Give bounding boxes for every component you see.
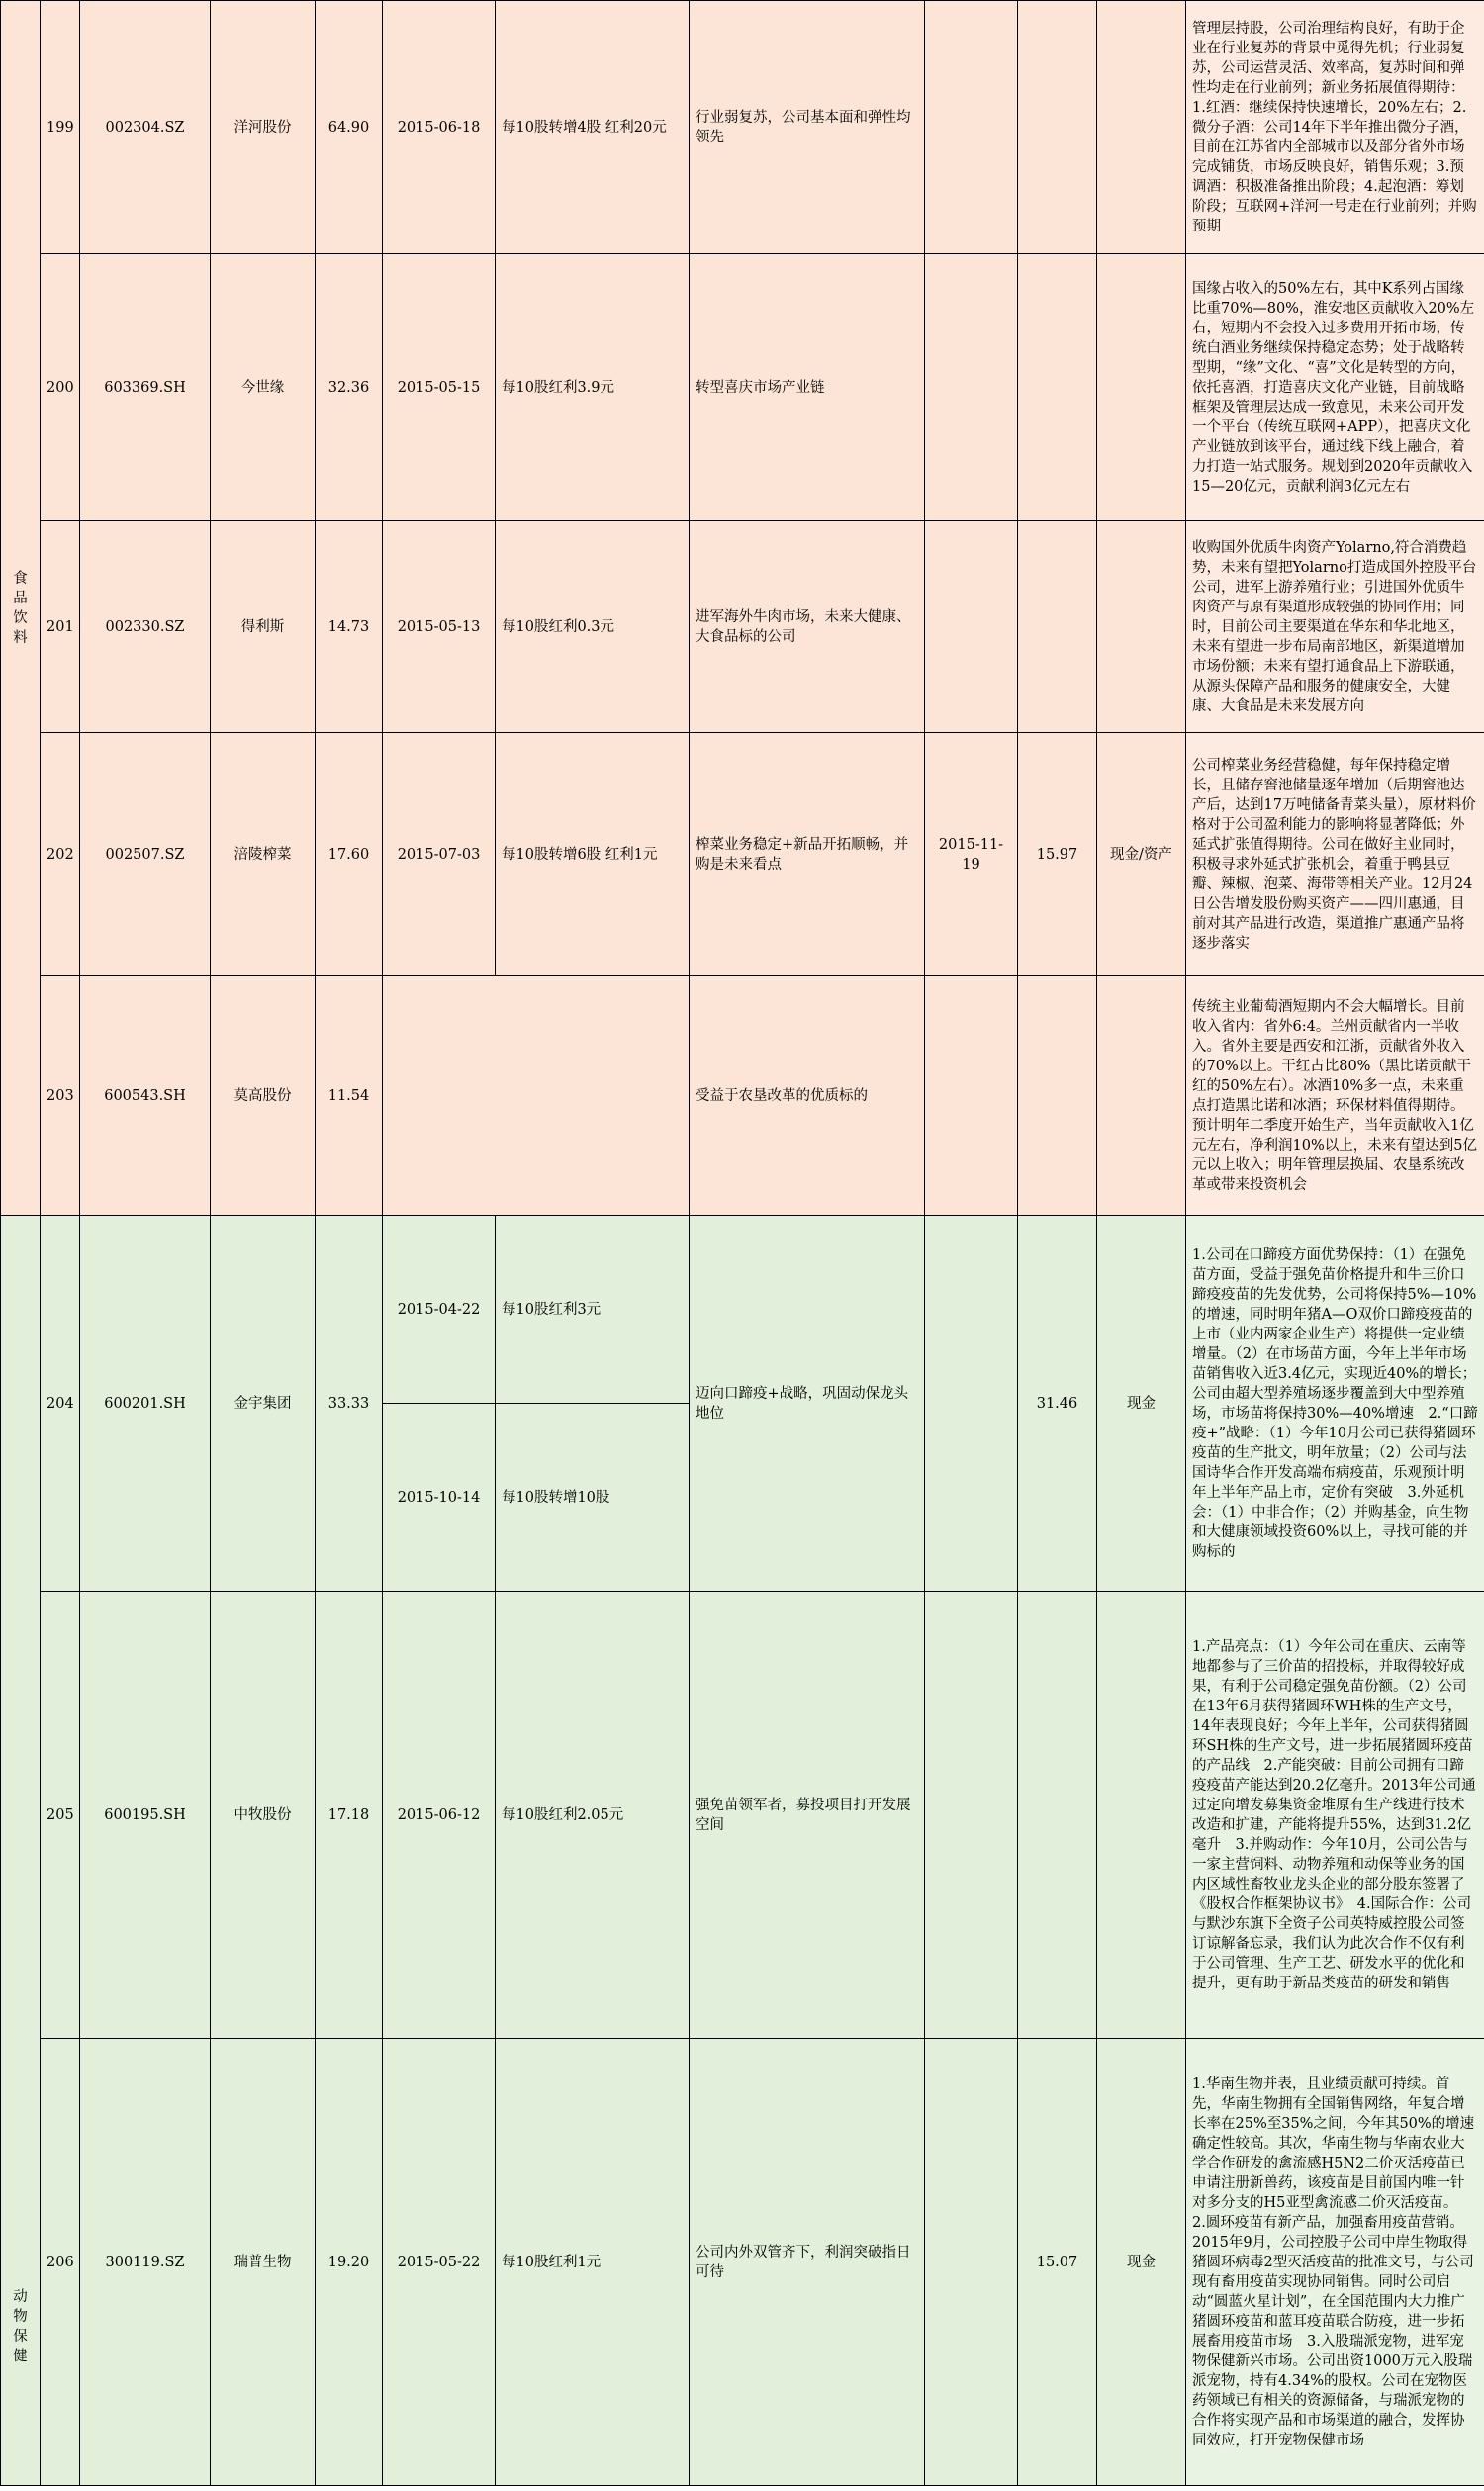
sector-label-char: 料 (13, 629, 28, 646)
placement-date (925, 1216, 1018, 1592)
investment-reason: 进军海外牛肉市场，未来大健康、大食品标的公司 (690, 521, 925, 733)
table-row (1, 1, 1484, 254)
table-row (1, 2039, 1484, 2486)
dividend-plan: 每10股转增10股 (496, 1404, 690, 1592)
company-description: 1.产品亮点：（1）今年公司在重庆、云南等地都参与了三价苗的招投标，并取得较好成果，有利于公司稳定强免苗份额。（2）公司在13年6月获得猪圆环WH株的生产文号，14年表现良好；今年上半年，公司获得猪圆环SH株的生产文号，进一步拓展猪圆环疫苗的产品线 2.产能突破：目前公司拥有口蹄疫疫苗产能达到20.2亿毫升。2013年公司通过定向增发募集资金堆原有生产线进行技术改造和扩建，产能将提升55%，达到31.2亿毫升 3.并购动作：今年10月，公司公告与一家主营饲料、动物养殖和动保等业务的国内区域性畜牧业龙头企业的部分股东签署了《股权合作框架协议书》 4.国际合作：公司与默沙东旗下全资子公司英特威控股公司签订谅解备忘录，我们认为此次合作不仅有利于公司管理、生产工艺、研发水平的优化和提升，更有助于新品类疫苗的研发和销售 (1186, 1592, 1484, 2039)
stock-code: 002330.SZ (80, 521, 211, 733)
placement-type (1097, 521, 1186, 733)
placement-type (1097, 976, 1186, 1216)
investment-reason: 榨菜业务稳定+新品开拓顺畅，并购是未来看点 (690, 733, 925, 976)
stock-code: 600195.SH (80, 1592, 211, 2039)
stock-code: 600543.SH (80, 976, 211, 1216)
row-number: 200 (41, 254, 80, 521)
table-row (1, 1216, 1484, 1404)
table-row (1, 733, 1484, 976)
row-number: 203 (41, 976, 80, 1216)
dividend-date: 2015-06-12 (383, 1592, 496, 2039)
stock-price: 19.20 (316, 2039, 383, 2486)
placement-price (1018, 976, 1097, 1216)
stock-name: 今世缘 (211, 254, 316, 521)
investment-reason: 受益于农垦改革的优质标的 (690, 976, 925, 1216)
row-number: 199 (41, 1, 80, 254)
placement-date (925, 2039, 1018, 2486)
table-row (1, 254, 1484, 521)
row-number: 204 (41, 1216, 80, 1592)
company-description: 1.华南生物并表，且业绩贡献可持续。首先，华南生物拥有全国销售网络，年复合增长率在25%至35%之间，今年其50%的增速确定性较高。其次，华南生物与华南农业大学合作研发的禽流感H5N2二价灭活疫苗已申请注册新兽药，该疫苗是目前国内唯一针对多分支的H5亚型禽流感二价灭活疫苗。 2.圆环疫苗有新产品，加强畜用疫苗营销。2015年9月，公司控股子公司中岸生物取得猪圆环病毒2型灭活疫苗的批准文号，与公司现有畜用疫苗实现协同销售。同时公司启动“圆蓝火星计划”，在全国范围内大力推广猪圆环疫苗和蓝耳疫苗联合防疫，进一步拓展畜用疫苗市场 3.入股瑞派宠物，进军宠物保健新兴市场。公司出资1000万元入股瑞派宠物，持有4.34%的股权。公司在宠物医药领域已有相关的资源储备，与瑞派宠物的合作将实现产品和市场渠道的融合，发挥协同效应，打开宠物保健市场 (1186, 2039, 1484, 2486)
stock-price: 64.90 (316, 1, 383, 254)
company-description: 传统主业葡萄酒短期内不会大幅增长。目前收入省内：省外6:4。兰州贡献省内一半收入。省外主要是西安和江浙，贡献省外收入的70%以上。干红占比80%（黑比诺贡献干红的50%左右）。冰酒10%多一点，未来重点打造黑比诺和冰酒；环保材料值得期待。预计明年二季度开始生产，当年贡献收入1亿元左右，净利润10%以上，未来有望达到5亿元以上收入；明年管理层换届、农垦系统改革或带来投资机会 (1186, 976, 1484, 1216)
stock-name: 涪陵榨菜 (211, 733, 316, 976)
dividend-plan: 每10股红利0.3元 (496, 521, 690, 733)
placement-date: 2015-11-19 (925, 733, 1018, 976)
dividend-date: 2015-05-15 (383, 254, 496, 521)
placement-type: 现金 (1097, 2039, 1186, 2486)
placement-type: 现金 (1097, 1216, 1186, 1592)
placement-type (1097, 1, 1186, 254)
stock-code: 603369.SH (80, 254, 211, 521)
investment-reason: 公司内外双管齐下，利润突破指日可待 (690, 2039, 925, 2486)
stock-code: 300119.SZ (80, 2039, 211, 2486)
stock-price: 33.33 (316, 1216, 383, 1592)
row-number: 206 (41, 2039, 80, 2486)
company-description: 公司榨菜业务经营稳健，每年保持稳定增长，且储存窖池储量逐年增加（后期窖池达产后，达到17万吨储备青菜头量），原材料价格对于公司盈利能力的影响将显著降低；外延式扩张值得期待。公司在做好主业同时，积极寻求外延式扩张机会，着重于鸭县豆瓣、辣椒、泡菜、海带等相关产业。12月24日公告增发股份购买资产——四川惠通，目前对其产品进行改造，渠道推广惠通产品将逐步落实 (1186, 733, 1484, 976)
table-row (1, 976, 1484, 1216)
dividend-date: 2015-05-13 (383, 521, 496, 733)
company-description: 国缘占收入的50%左右，其中K系列占国缘比重70%—80%，淮安地区贡献收入20%左右，短期内不会投入过多费用开拓市场，传统白酒业务继续保持稳定态势；处于战略转型期，“缘”文化、“喜”文化是转型的方向，依托喜酒，打造喜庆文化产业链，目前战略框架及管理层达成一致意见，未来公司开发一个平台（传统互联网+APP），把喜庆文化产业链放到该平台，通过线下线上融合，着力打造一站式服务。规划到2020年贡献收入15—20亿元，贡献利润3亿元左右 (1186, 254, 1484, 521)
sector-label-char: 食 (13, 570, 28, 587)
dividend-info-empty (383, 976, 690, 1216)
stock-name: 莫高股份 (211, 976, 316, 1216)
placement-date (925, 1592, 1018, 2039)
table-row (1, 1592, 1484, 2039)
stock-price: 11.54 (316, 976, 383, 1216)
sector-label-char: 饮 (13, 609, 28, 626)
dividend-date: 2015-07-03 (383, 733, 496, 976)
stock-price: 14.73 (316, 521, 383, 733)
sector-label-char: 品 (13, 590, 28, 606)
stock-code: 600201.SH (80, 1216, 211, 1592)
dividend-plan: 每10股红利1元 (496, 2039, 690, 2486)
stock-code: 002304.SZ (80, 1, 211, 254)
placement-date (925, 521, 1018, 733)
row-number: 205 (41, 1592, 80, 2039)
dividend-date: 2015-04-22 (383, 1216, 496, 1404)
stock-name: 得利斯 (211, 521, 316, 733)
stock-name: 中牧股份 (211, 1592, 316, 2039)
sector-label-animal (1, 1216, 41, 2486)
dividend-date: 2015-05-22 (383, 2039, 496, 2486)
row-number: 201 (41, 521, 80, 733)
investment-reason: 强免苗领军者，募投项目打开发展空间 (690, 1592, 925, 2039)
sector-label-char: 健 (13, 2349, 28, 2364)
dividend-plan: 每10股转增6股 红利1元 (496, 733, 690, 976)
placement-date (925, 254, 1018, 521)
company-description: 管理层持股，公司治理结构良好，有助于企业在行业复苏的背景中觅得先机；行业弱复苏，公司运营灵活、效率高，复苏时间和弹性均走在行业前列；新业务拓展值得期待：1.红酒：继续保持快速增长，20%左右；2.微分子酒：公司14年下半年推出微分子酒，目前在江苏省内全部城市以及部分省外市场完成铺货，市场反映良好，销售乐观；3.预调酒：积极准备推出阶段；4.起泡酒：筹划阶段；互联网+洋河一号走在行业前列；并购预期 (1186, 1, 1484, 254)
stock-name: 金宇集团 (211, 1216, 316, 1592)
stock-price: 17.18 (316, 1592, 383, 2039)
placement-price (1018, 521, 1097, 733)
sector-label-char: 保 (13, 2329, 28, 2345)
sector-label-char: 物 (13, 2309, 28, 2325)
row-number: 202 (41, 733, 80, 976)
stock-code: 002507.SZ (80, 733, 211, 976)
stock-price: 32.36 (316, 254, 383, 521)
placement-price (1018, 1, 1097, 254)
investment-reason: 迈向口蹄疫+战略，巩固动保龙头地位 (690, 1216, 925, 1592)
dividend-plan: 每10股转增4股 红利20元 (496, 1, 690, 254)
investment-reason: 行业弱复苏，公司基本面和弹性均领先 (690, 1, 925, 254)
placement-price: 31.46 (1018, 1216, 1097, 1592)
placement-price: 15.97 (1018, 733, 1097, 976)
placement-type (1097, 254, 1186, 521)
placement-type (1097, 1592, 1186, 2039)
placement-price: 15.07 (1018, 2039, 1097, 2486)
stock-name: 洋河股份 (211, 1, 316, 254)
dividend-date: 2015-10-14 (383, 1404, 496, 1592)
table-row (1, 521, 1484, 733)
dividend-plan: 每10股红利3.9元 (496, 254, 690, 521)
sector-label-char: 动 (13, 2289, 28, 2305)
placement-date (925, 976, 1018, 1216)
company-description: 1.公司在口蹄疫方面优势保持：（1）在强免苗方面，受益于强免苗价格提升和牛三价口蹄疫疫苗的先发优势，公司将保持5%—10%的增速，同时明年猪A—O双价口蹄疫疫苗的上市（业内两家企业生产）将提供一定业绩增量。（2）在市场苗方面，今年上半年市场苗销售收入近3.4亿元，实现近40%的增长；公司由超大型养殖场逐步覆盖到大中型养殖场，市场苗将保持30%—40%增速 2.“口蹄疫+”战略：（1）今年10月公司已获得猪圆环疫苗的生产批文，明年放量；（2）公司与法国诗华合作开发高端布病疫苗，乐观预计明年上半年产品上市，定价有突破 3.外延机会：（1）中非合作；（2）并购基金，向生物和大健康领域投资60%以上，寻找可能的并购标的 (1186, 1216, 1484, 1592)
company-description: 收购国外优质牛肉资产Yolarno,符合消费趋势，未来有望把Yolarno打造成国外控股平台公司，进军上游养殖行业；引进国外优质牛肉资产与原有渠道形成较强的协同作用；同时，目前公司主要渠道在华东和华北地区，未来有望进一步布局南部地区，新渠道增加市场份额；未来有望打通食品上下游联通，从源头保障产品和服务的健康安全，大健康、大食品是未来发展方向 (1186, 521, 1484, 733)
stock-price: 17.60 (316, 733, 383, 976)
sector-label-food (1, 1, 41, 1216)
investment-reason: 转型喜庆市场产业链 (690, 254, 925, 521)
placement-price (1018, 254, 1097, 521)
dividend-date: 2015-06-18 (383, 1, 496, 254)
placement-type: 现金/资产 (1097, 733, 1186, 976)
dividend-plan: 每10股红利3元 (496, 1216, 690, 1404)
placement-date (925, 1, 1018, 254)
dividend-plan: 每10股红利2.05元 (496, 1592, 690, 2039)
stock-name: 瑞普生物 (211, 2039, 316, 2486)
placement-price (1018, 1592, 1097, 2039)
